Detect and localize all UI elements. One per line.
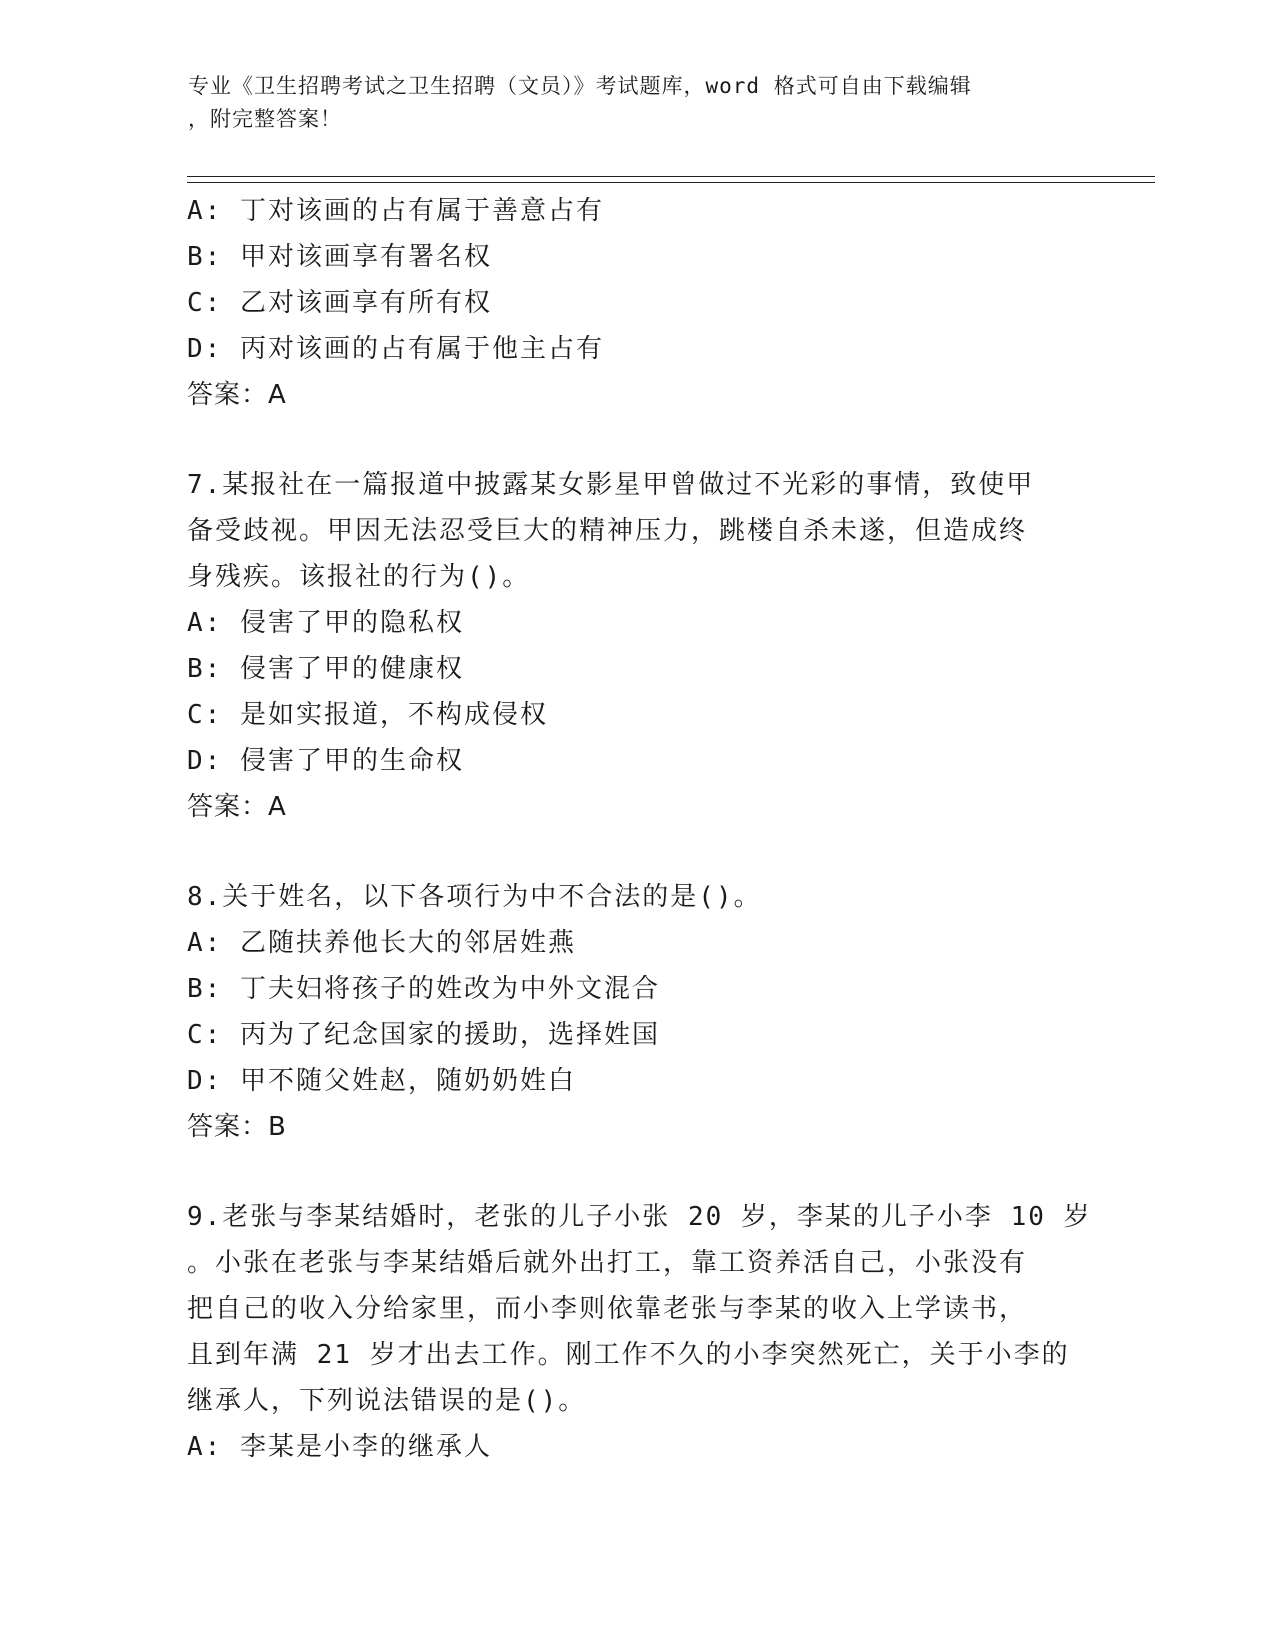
option-b: B: 丁夫妇将孩子的姓改为中外文混合 — [187, 974, 660, 1004]
answer-line: 答案：A — [187, 792, 287, 822]
option-a: A: 丁对该画的占有属于善意占有 — [187, 196, 604, 226]
question-stem-line: 且到年满 21 岁才出去工作。刚工作不久的小李突然死亡，关于小李的 — [187, 1340, 1070, 1370]
question-stem-line: 8.关于姓名，以下各项行为中不合法的是()。 — [187, 882, 762, 912]
option-a: A: 李某是小李的继承人 — [187, 1432, 492, 1462]
answer-line: 答案：A — [187, 380, 287, 410]
question-stem-line: 把自己的收入分给家里，而小李则依靠老张与李某的收入上学读书， — [187, 1294, 1028, 1324]
option-a: A: 乙随扶养他长大的邻居姓燕 — [187, 928, 576, 958]
question-list — [187, 188, 1092, 1470]
question-gap — [187, 830, 1087, 874]
option-d: D: 侵害了甲的生命权 — [187, 746, 464, 776]
option-c: C: 乙对该画享有所有权 — [187, 288, 492, 318]
header-line-2: ，附完整答案！ — [188, 107, 342, 131]
question-stem-line: 身残疾。该报社的行为()。 — [187, 562, 531, 592]
question-9 — [187, 1194, 1092, 1470]
header-line-1: 专业《卫生招聘考试之卫生招聘（文员）》考试题库，word 格式可自由下载编辑 — [188, 74, 972, 98]
answer-line: 答案：B — [187, 1112, 287, 1142]
question-8 — [187, 874, 1087, 1150]
header-divider-bottom — [187, 182, 1155, 183]
question-6 — [187, 188, 1087, 418]
option-b: B: 侵害了甲的健康权 — [187, 654, 464, 684]
question-stem-line: 继承人，下列说法错误的是()。 — [187, 1386, 587, 1416]
document-header — [188, 70, 1088, 136]
question-stem-line: 9.老张与李某结婚时，老张的儿子小张 20 岁，李某的儿子小李 10 岁 — [187, 1202, 1092, 1232]
option-d: D: 甲不随父姓赵，随奶奶姓白 — [187, 1066, 576, 1096]
question-stem-line: 备受歧视。甲因无法忍受巨大的精神压力，跳楼自杀未遂，但造成终 — [187, 516, 1028, 546]
option-c: C: 丙为了纪念国家的援助，选择姓国 — [187, 1020, 660, 1050]
option-a: A: 侵害了甲的隐私权 — [187, 608, 464, 638]
question-stem-line: 7.某报社在一篇报道中披露某女影星甲曾做过不光彩的事情，致使甲 — [187, 470, 1035, 500]
option-c: C: 是如实报道，不构成侵权 — [187, 700, 548, 730]
question-7 — [187, 462, 1087, 830]
question-stem-line: 。小张在老张与李某结婚后就外出打工，靠工资养活自己，小张没有 — [187, 1248, 1028, 1278]
question-gap — [187, 418, 1087, 462]
option-b: B: 甲对该画享有署名权 — [187, 242, 492, 272]
question-gap — [187, 1150, 1087, 1194]
header-divider-top — [187, 176, 1155, 177]
option-d: D: 丙对该画的占有属于他主占有 — [187, 334, 604, 364]
